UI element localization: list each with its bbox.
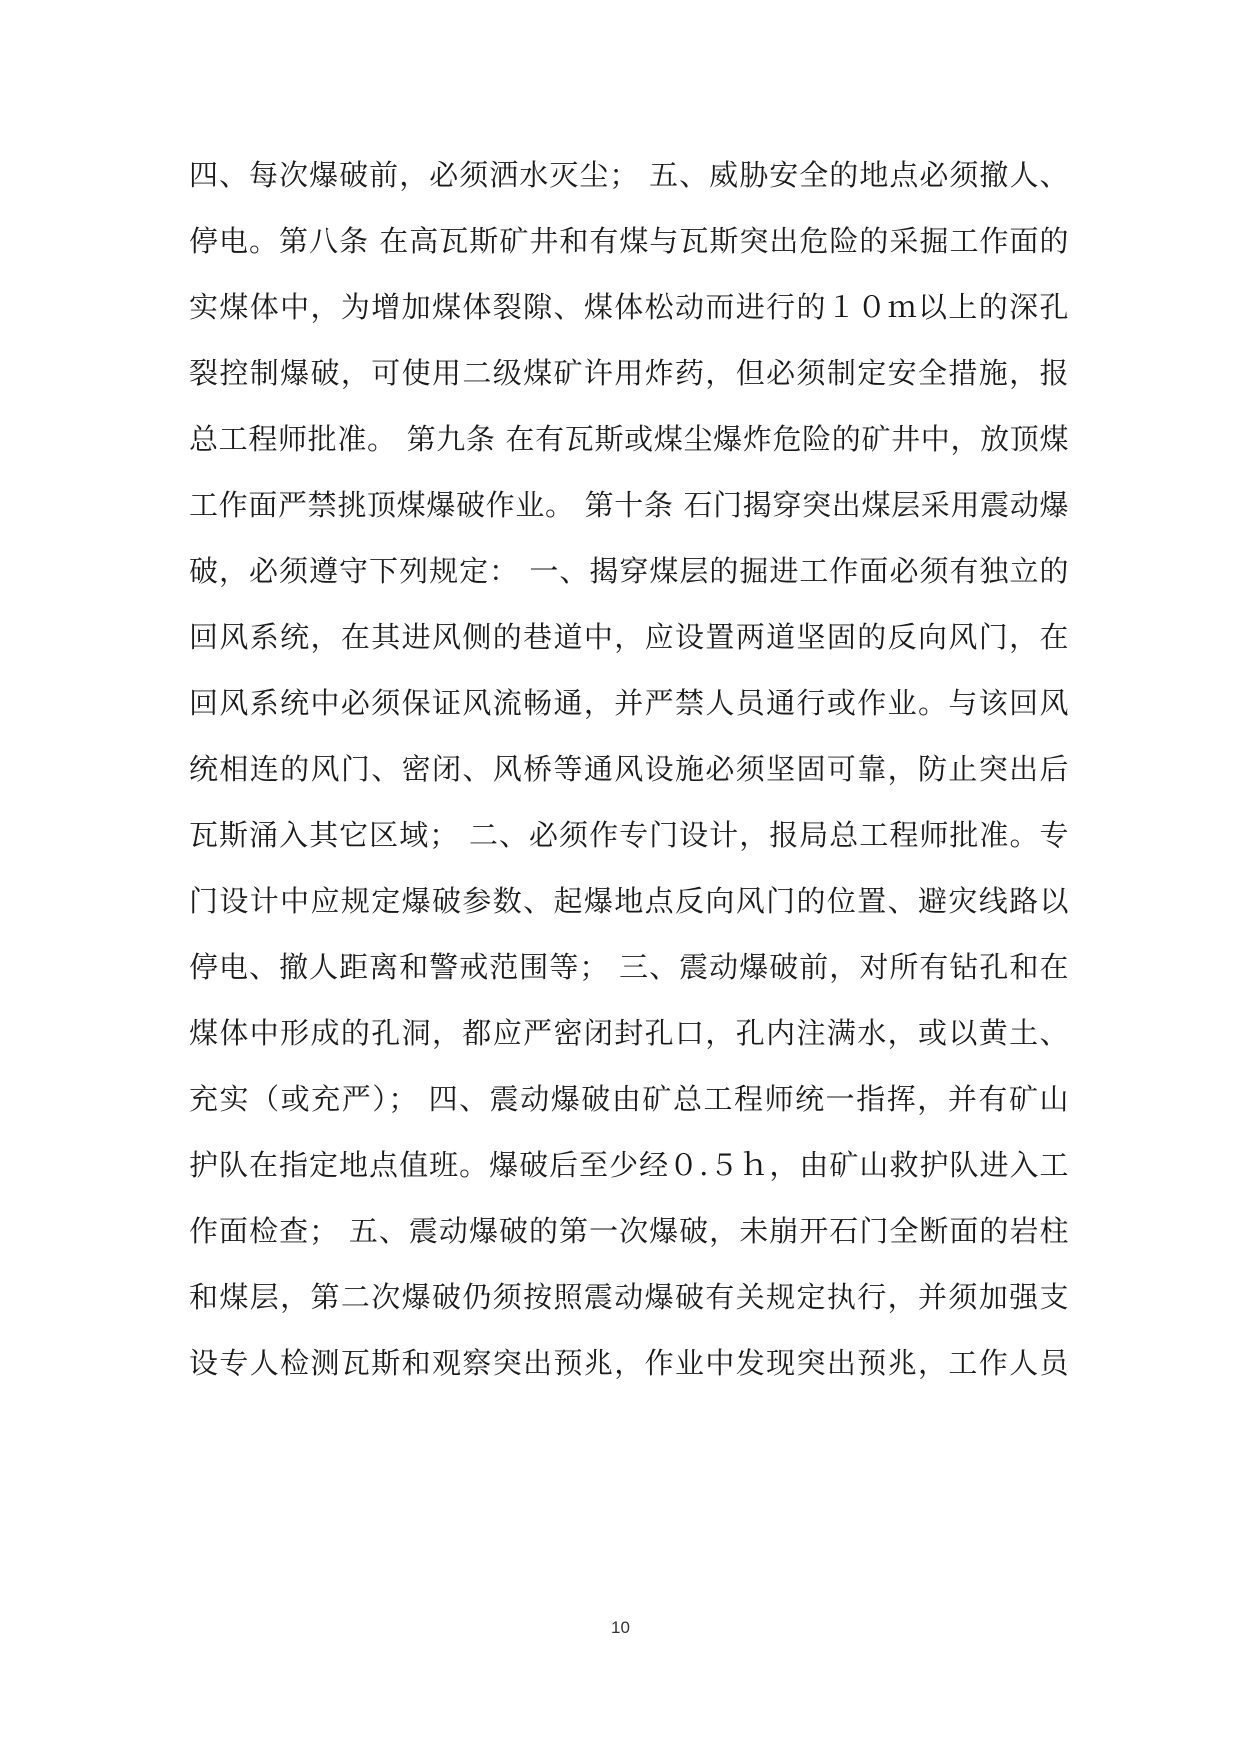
text-line: 护队在指定地点值班。爆破后至少经０.５ｈ，由矿山救护队进入工 bbox=[189, 1148, 1069, 1182]
text-line: 裂控制爆破，可使用二级煤矿许用炸药，但必须制定安全措施，报 bbox=[189, 356, 1069, 390]
text-line: 总工程师批准。 第九条 在有瓦斯或煤尘爆炸危险的矿井中，放顶煤 bbox=[189, 422, 1069, 456]
text-line: 回风系统，在其进风侧的巷道中，应设置两道坚固的反向风门，在 bbox=[189, 620, 1069, 654]
text-line: 充实（或充严）； 四、震动爆破由矿总工程师统一指挥，并有矿山 bbox=[189, 1082, 1069, 1116]
text-line: 煤体中形成的孔洞，都应严密闭封孔口，孔内注满水，或以黄土、 bbox=[189, 1016, 1069, 1050]
text-line: 工作面严禁挑顶煤爆破作业。 第十条 石门揭穿突出煤层采用震动爆 bbox=[189, 488, 1069, 522]
text-line: 停电、撤人距离和警戒范围等； 三、震动爆破前，对所有钻孔和在 bbox=[189, 950, 1069, 984]
text-line: 四、每次爆破前，必须洒水灭尘； 五、威胁安全的地点必须撤人、 bbox=[189, 158, 1069, 192]
text-line: 作面检查； 五、震动爆破的第一次爆破，未崩开石门全断面的岩柱 bbox=[189, 1214, 1069, 1248]
body-text bbox=[189, 142, 1069, 1396]
page-number: 10 bbox=[611, 1618, 630, 1637]
text-line: 统相连的风门、密闭、风桥等通风设施必须坚固可靠，防止突出后 bbox=[189, 752, 1069, 786]
text-line: 回风系统中必须保证风流畅通，并严禁人员通行或作业。与该回风 bbox=[189, 686, 1069, 720]
text-line: 停电。第八条 在高瓦斯矿井和有煤与瓦斯突出危险的采掘工作面的 bbox=[189, 224, 1069, 258]
text-line: 瓦斯涌入其它区域； 二、必须作专门设计，报局总工程师批准。专 bbox=[189, 818, 1069, 852]
text-line: 门设计中应规定爆破参数、起爆地点反向风门的位置、避灾线路以 bbox=[189, 884, 1069, 918]
text-line: 设专人检测瓦斯和观察突出预兆，作业中发现突出预兆，工作人员 bbox=[189, 1346, 1069, 1380]
text-line: 和煤层，第二次爆破仍须按照震动爆破有关规定执行，并须加强支 bbox=[189, 1280, 1069, 1314]
text-line: 破，必须遵守下列规定： 一、揭穿煤层的掘进工作面必须有独立的 bbox=[189, 554, 1069, 588]
text-line: 实煤体中，为增加煤体裂隙、煤体松动而进行的１０ｍ以上的深孔 bbox=[189, 290, 1069, 324]
